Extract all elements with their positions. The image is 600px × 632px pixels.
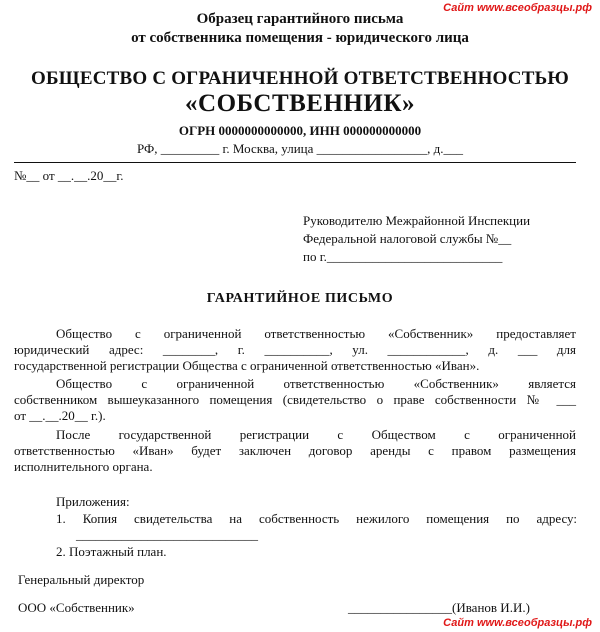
attachment-item-1-blank: ____________________________ <box>76 527 258 542</box>
attachment-item-2: 2. Поэтажный план. <box>56 544 167 559</box>
sample-title-line1: Образец гарантийного письма <box>196 11 404 27</box>
body-p1-line1: Общество с ограниченной ответственностью «Собственник» предоставляет <box>56 326 576 341</box>
attachment-item-1: 1. Копия свидетельства на собственность нежилого помещения по адресу: <box>56 511 577 526</box>
letterhead-divider <box>14 162 576 163</box>
watermark-bottom: Сайт www.всеобразцы.рф <box>443 617 592 629</box>
body-paragraph-1 <box>14 326 576 374</box>
company-address: РФ, _________ г. Москва, улица _________________, д.___ <box>137 141 463 156</box>
signature-position: Генеральный директор <box>18 572 145 587</box>
body-p2-line2: собственником вышеуказанного помещения (свидетельство о праве собственности № ___ <box>14 392 576 407</box>
body-p3-line3: исполнительного органа. <box>14 459 153 474</box>
signature-line: ________________(Иванов И.И.) <box>348 600 530 615</box>
watermark-top: Сайт www.всеобразцы.рф <box>443 2 592 14</box>
letter-title: ГАРАНТИЙНОЕ ПИСЬМО <box>206 291 394 306</box>
body-paragraph-3 <box>14 427 576 475</box>
company-type-heading: ОБЩЕСТВО С ОГРАНИЧЕННОЙ ОТВЕТСТВЕННОСТЬЮ <box>31 68 569 89</box>
addressee-line3: по г.___________________________ <box>303 249 503 264</box>
company-registration: ОГРН 0000000000000, ИНН 000000000000 <box>178 123 422 138</box>
body-p3-line1: После государственной регистрации с Обществом с ограниченной <box>56 427 576 442</box>
sample-title-line2: от собственника помещения - юридического лица <box>131 30 469 46</box>
addressee-line1: Руководителю Межрайонной Инспекции <box>303 213 531 228</box>
body-p1-line2: юридический адрес: ________, г. __________, ул. ____________, д. ___ для <box>14 342 576 357</box>
outgoing-number: №__ от __.__.20__г. <box>14 168 124 183</box>
body-p2-line1: Общество с ограниченной ответственностью «Собственник» является <box>56 376 576 391</box>
body-p3-line2: ответственностью «Иван» будет заключен договор аренды с правом размещения <box>14 443 576 458</box>
addressee-line2: Федеральной налоговой службы №__ <box>303 231 512 246</box>
attachments-heading: Приложения: <box>56 494 130 509</box>
company-name-heading: «СОБСТВЕННИК» <box>185 90 415 117</box>
body-p1-line3: государственной регистрации Общества с ограниченной ответственностью «Иван». <box>14 358 480 373</box>
body-paragraph-2 <box>14 376 576 424</box>
signature-company: ООО «Собственник» <box>18 600 135 615</box>
body-p2-line3: от __.__.20__ г.). <box>14 408 106 423</box>
